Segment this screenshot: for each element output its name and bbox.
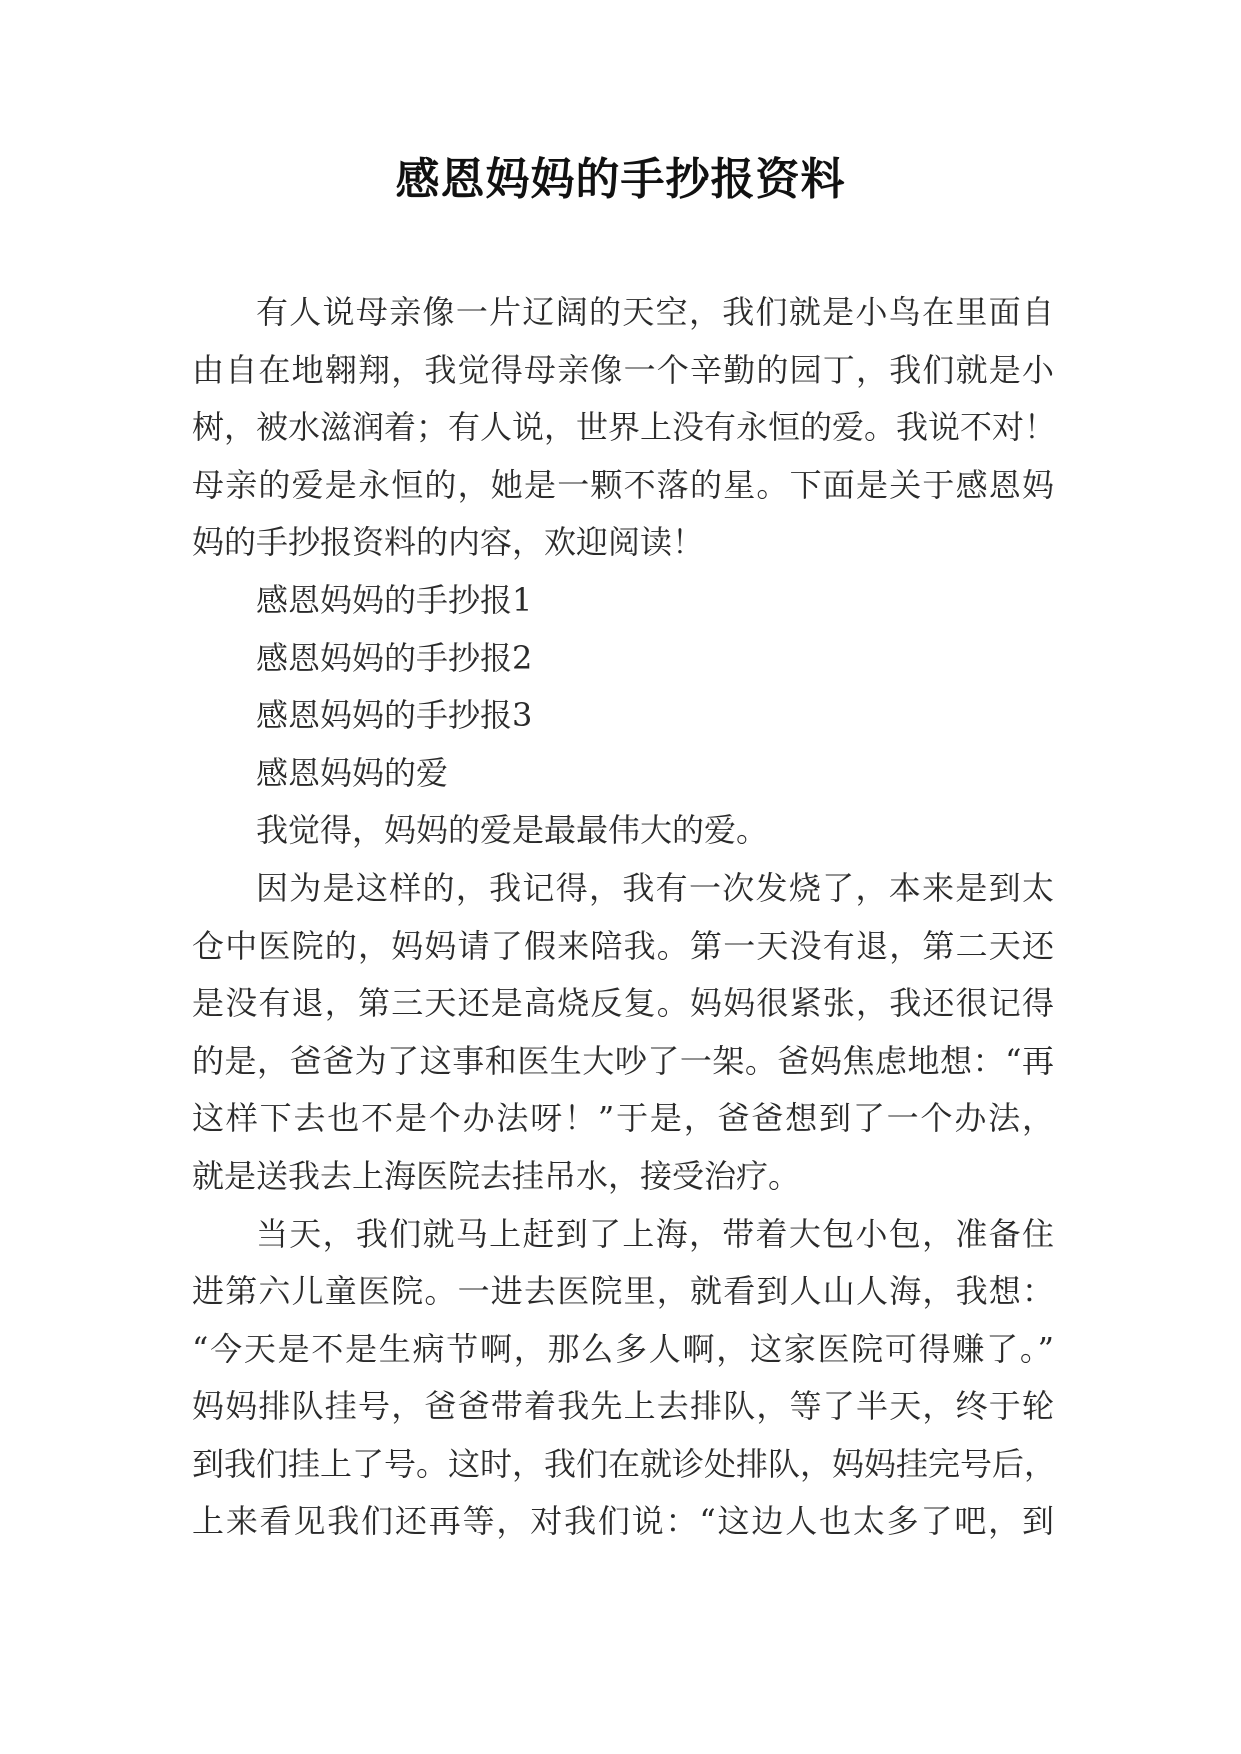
text-line: 树，被水滋润着；有人说，世界上没有永恒的爱。我说不对！ [192, 408, 1057, 447]
text-line: 妈的手抄报资料的内容，欢迎阅读！ [192, 523, 705, 562]
text-line: 上来看见我们还再等，对我们说：“这边人也太多了吧，到 [192, 1502, 1054, 1541]
document-body [192, 284, 1057, 1551]
document-title: 感恩妈妈的手抄报资料 [395, 154, 846, 205]
text-line: 妈妈排队挂号，爸爸带着我先上去排队，等了半天，终于轮 [192, 1387, 1054, 1426]
text-line: 当天，我们就马上赶到了上海，带着大包小包，准备住 [256, 1214, 1054, 1253]
text-line: 因为是这样的，我记得，我有一次发烧了，本来是到太 [256, 868, 1054, 907]
text-line: 就是送我去上海医院去挂吊水，接受治疗。 [192, 1156, 801, 1195]
text-line: 的是，爸爸为了这事和医生大吵了一架。爸妈焦虑地想：“再 [192, 1041, 1054, 1080]
text-line: 是没有退，第三天还是高烧反复。妈妈很紧张，我还很记得 [192, 984, 1054, 1023]
text-line: 感恩妈妈的爱 [256, 753, 449, 792]
text-line: 进第六儿童医院。一进去医院里，就看到人山人海，我想： [192, 1272, 1054, 1311]
text-line: 感恩妈妈的手抄报3 [256, 696, 533, 735]
text-line: 有人说母亲像一片辽阔的天空，我们就是小鸟在里面自 [256, 293, 1054, 331]
text-line: 感恩妈妈的手抄报2 [256, 638, 533, 677]
text-line: 我觉得，妈妈的爱是最最伟大的爱。 [256, 811, 769, 850]
text-line: 这样下去也不是个办法呀！”于是，爸爸想到了一个办法， [192, 1099, 1054, 1138]
text-line: 仓中医院的，妈妈请了假来陪我。第一天没有退，第二天还 [192, 926, 1054, 965]
text-line: 母亲的爱是永恒的，她是一颗不落的星。下面是关于感恩妈 [192, 465, 1054, 504]
text-line: “今天是不是生病节啊，那么多人啊，这家医院可得赚了。” [192, 1329, 1054, 1368]
text-line: 感恩妈妈的手抄报1 [256, 580, 533, 619]
text-line: 到我们挂上了号。这时，我们在就诊处排队，妈妈挂完号后， [192, 1444, 1057, 1483]
text-line: 由自在地翱翔，我觉得母亲像一个辛勤的园丁，我们就是小 [192, 350, 1054, 389]
